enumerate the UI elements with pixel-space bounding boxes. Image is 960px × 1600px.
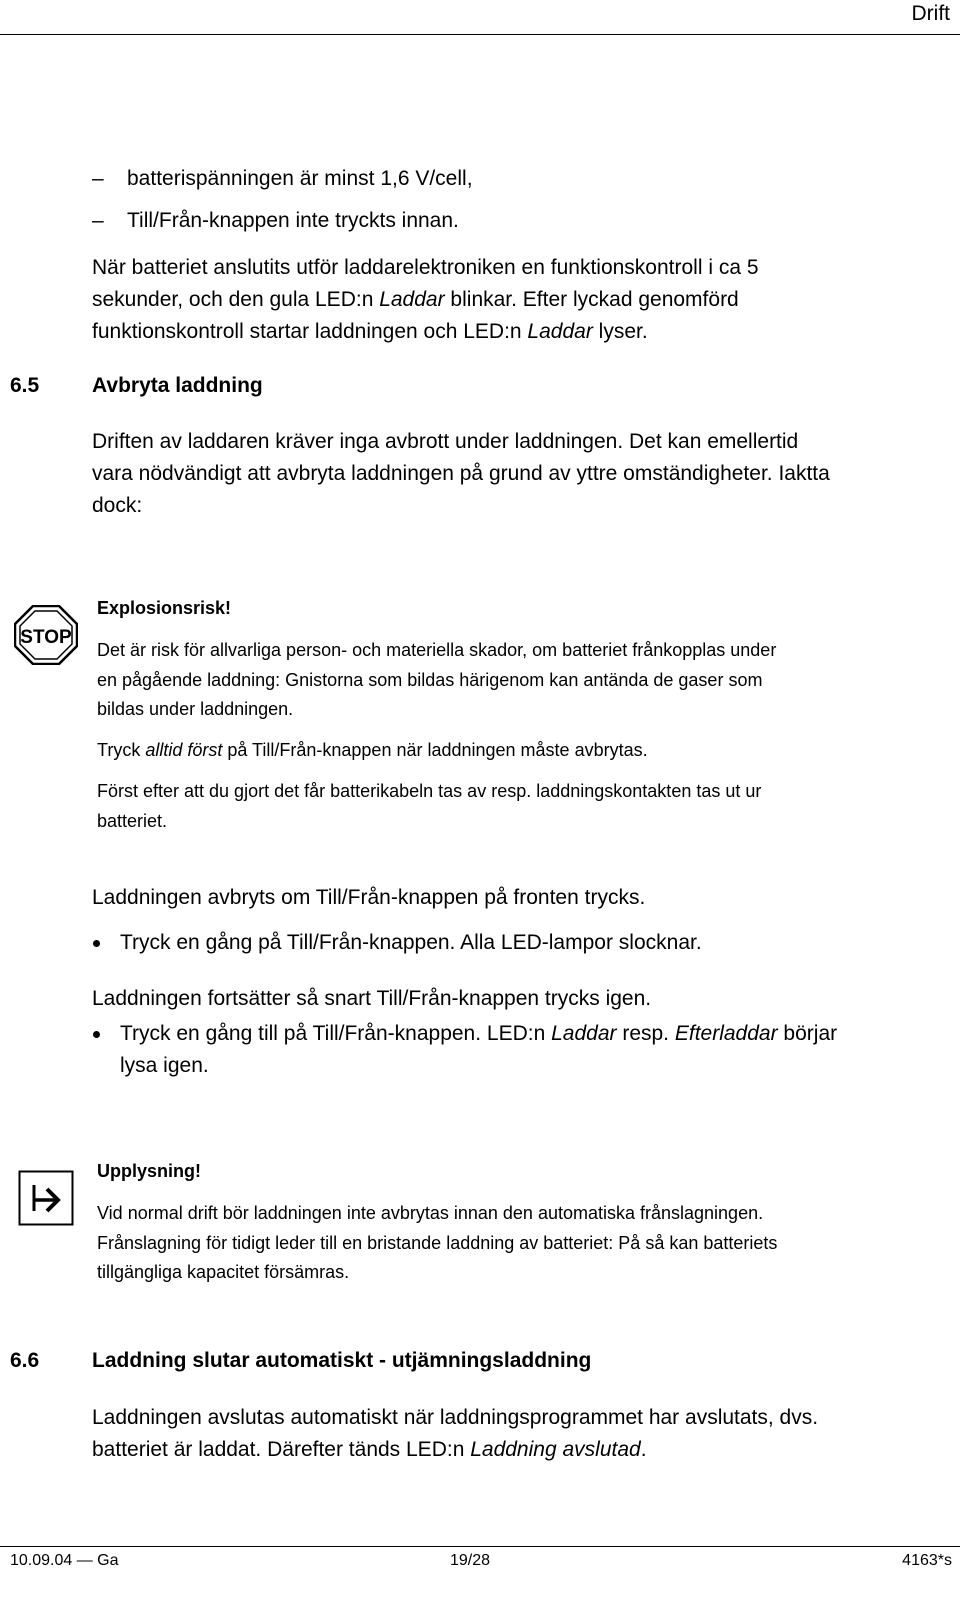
section-6-5-paragraph: Driften av laddaren kräver inga avbrott under laddningen. Det kan emellertid vara nödvändigt att avbryta laddningen på grund av yttre omständigheter. Iaktta dock: (92, 430, 830, 517)
list-item: – batterispänningen är minst 1,6 V/cell, (92, 163, 473, 195)
footer-page-number: 19/28 (450, 1552, 491, 1569)
header-divider (0, 34, 960, 35)
list-item: – Till/Från-knappen inte tryckts innan. (92, 205, 459, 237)
page-header-title: Drift (911, 2, 950, 25)
abort-paragraph: Laddningen avbryts om Till/Från-knappen på fronten trycks. (92, 886, 646, 909)
dash-icon: – (92, 209, 104, 232)
footer-date: 10.09.04 — Ga (10, 1552, 119, 1569)
section-heading-6-6: 6.6 Laddning slutar automatiskt - utjämningsladdning (10, 1349, 592, 1372)
footer-doc-id: 4163*s (902, 1552, 952, 1569)
warning-title: Explosionsrisk! (97, 598, 232, 618)
arrow-right-box-icon (18, 1170, 74, 1226)
dash-icon: – (92, 167, 104, 190)
warning-instruction: Tryck alltid först på Till/Från-knappen när laddningen måste avbrytas. (97, 740, 648, 760)
svg-text:STOP: STOP (20, 627, 72, 648)
note-body: Vid normal drift bör laddningen inte avbrytas innan den automatiska frånslagningen. Frånslagning för tidigt leder till en bristande laddning av batteriet: På så kan batteriets tillgängliga kapacitet försämras. (97, 1203, 778, 1282)
note-title: Upplysning! (97, 1161, 201, 1181)
footer-divider (0, 1546, 960, 1547)
bullet-icon (93, 940, 100, 947)
bullet-item: Tryck en gång på Till/Från-knappen. Alla LED-lampor slocknar. (120, 927, 702, 959)
section-heading-6-5: 6.5 Avbryta laddning (10, 374, 263, 397)
intro-paragraph: När batteriet anslutits utför laddarelektroniken en funktionskontroll i ca 5 sekunder, och den gula LED:n Laddar blinkar. Efter lyckad genomförd funktionskontroll startar laddningen och LED:n Laddar lyser. (92, 256, 759, 343)
stop-sign-icon (14, 605, 78, 665)
section-6-6-paragraph: Laddningen avslutas automatiskt när laddningsprogrammet har avslutats, dvs. batteriet är laddat. Därefter tänds LED:n Laddning avslutad. (92, 1406, 819, 1461)
bullet-item: Tryck en gång till på Till/Från-knappen. LED:n Laddar resp. Efterladdar börjar lysa igen. (120, 1018, 837, 1082)
bullet-icon (93, 1031, 100, 1038)
resume-paragraph: Laddningen fortsätter så snart Till/Från-knappen trycks igen. (92, 987, 652, 1010)
warning-body: Det är risk för allvarliga person- och materiella skador, om batteriet frånkopplas under en pågående laddning: Gnistorna som bildas härigenom kan antända de gaser som bildas under laddningen. (97, 640, 777, 719)
warning-followup: Först efter att du gjort det får batterikabeln tas av resp. laddningskontakten tas ut ur batteriet. (97, 781, 762, 831)
